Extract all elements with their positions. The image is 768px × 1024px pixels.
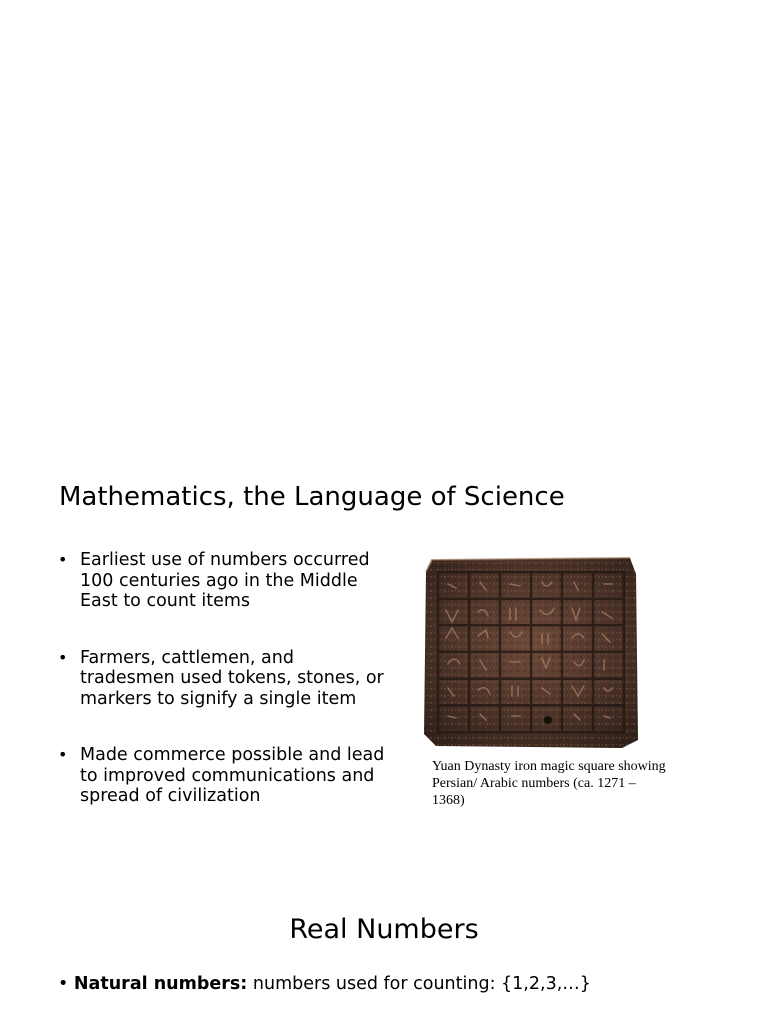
bullet-text: Made commerce possible and lead to improved communications and spread of civilization xyxy=(80,745,385,806)
bullet-dot: • xyxy=(58,550,68,569)
bullet-item xyxy=(58,745,388,807)
bullet-dot: • xyxy=(58,974,69,994)
bullet-list xyxy=(58,550,388,807)
definition-bullet xyxy=(58,972,591,996)
image-caption: Yuan Dynasty iron magic square showing Persian/ Arabic numbers (ca. 1271 – 1368) xyxy=(432,759,666,808)
bullet-text: Earliest use of numbers occurred 100 centuries ago in the Middle East to count items xyxy=(80,550,370,611)
section-title: Real Numbers xyxy=(289,914,479,945)
bullet-item xyxy=(58,550,388,612)
slide-title: Mathematics, the Language of Science xyxy=(59,482,565,512)
bullet-dot: • xyxy=(58,745,68,764)
iron-magic-square-image xyxy=(422,554,640,750)
bullet-dot: • xyxy=(58,647,68,667)
bullet-text: Farmers, cattlemen, and tradesmen used tokens, stones, or markers to signify a single item xyxy=(80,647,384,709)
bullet-item xyxy=(58,648,388,710)
definition-term: Natural numbers: xyxy=(73,974,248,994)
definition-text: numbers used for counting: {1,2,3,…} xyxy=(252,974,591,994)
